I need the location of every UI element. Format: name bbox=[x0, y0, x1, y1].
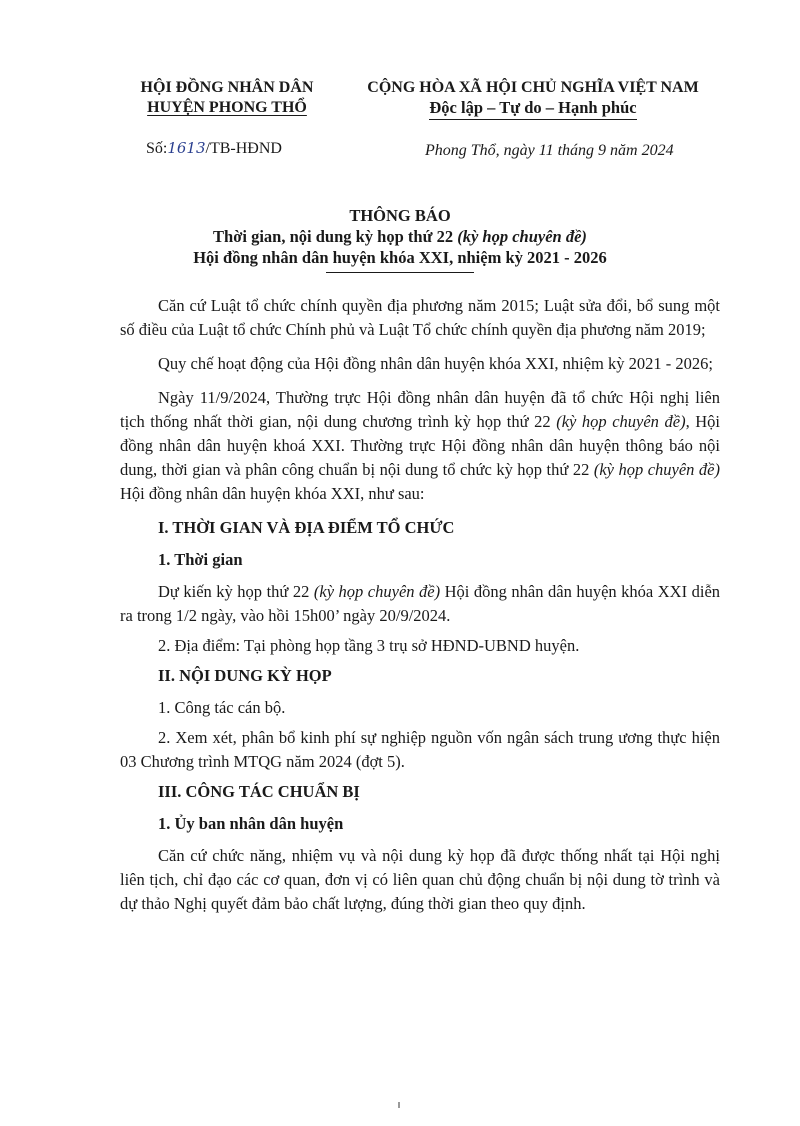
intro-text-c: , Hội đồng nhân dân huyện khoá XXI. Thường trực Hội đồng nhân dân huyện thông báo nội dung, thời gian và phân công chuẩn bị nội dung tổ chức kỳ họp thứ 22 bbox=[120, 412, 720, 479]
subsection-heading-ubnd: 1. Ủy ban nhân dân huyện bbox=[158, 814, 344, 833]
intro-italic-b: (kỳ họp chuyên đề) bbox=[556, 412, 686, 431]
title-divider bbox=[326, 272, 474, 273]
agenda-item-1: 1. Công tác cán bộ. bbox=[158, 698, 286, 717]
doc-no-suffix: /TB-HĐND bbox=[205, 140, 282, 157]
national-heading bbox=[346, 78, 720, 120]
intro-text-a: Ngày 11/9/2024, Thường trực Hội đồng nhân dân huyện đã tổ chức Hội nghị liên tịch thống nhất thời gian, nội dung chương trình kỳ họp thứ 22 bbox=[120, 388, 720, 431]
paragraph-time bbox=[120, 580, 720, 628]
document-number bbox=[146, 139, 282, 158]
title-main: THÔNG BÁO bbox=[349, 206, 451, 225]
paragraph-legal-basis-2: Quy chế hoạt động của Hội đồng nhân dân huyện khóa XXI, nhiệm kỳ 2021 - 2026; bbox=[158, 354, 713, 373]
document-title bbox=[100, 205, 700, 268]
agency-line-1: HỘI ĐỒNG NHÂN DÂN bbox=[140, 79, 314, 96]
issuing-agency bbox=[118, 78, 336, 118]
doc-no-handwritten: 1613 bbox=[167, 139, 206, 157]
time-italic-b: (kỳ họp chuyên đề) bbox=[313, 582, 441, 601]
intro-text-e: Hội đồng nhân dân huyện khóa XXI, như sau: bbox=[120, 484, 425, 503]
document-body bbox=[120, 294, 720, 926]
paragraph-location: 2. Địa điểm: Tại phòng họp tầng 3 trụ sở HĐND-UBND huyện. bbox=[158, 636, 580, 655]
agency-line-2: HUYỆN PHONG THỔ bbox=[147, 99, 307, 116]
place-and-date: Phong Thổ, ngày 11 tháng 9 năm 2024 bbox=[425, 142, 674, 159]
section-heading-2: II. NỘI DUNG KỲ HỌP bbox=[158, 666, 332, 685]
time-text-c: Hội đồng nhân dân huyện khóa XXI diễn ra trong 1/2 ngày, vào hồi 15h00’ ngày 20/9/2024. bbox=[120, 582, 721, 625]
title-line-3: Hội đồng nhân dân huyện khóa XXI, nhiệm kỳ 2021 - 2026 bbox=[193, 248, 607, 267]
scan-mark bbox=[398, 1102, 400, 1108]
national-motto: Độc lập – Tự do – Hạnh phúc bbox=[429, 98, 636, 120]
section-heading-3: III. CÔNG TÁC CHUẨN BỊ bbox=[158, 782, 360, 801]
title-line-2-italic: (kỳ họp chuyên đề) bbox=[457, 227, 587, 246]
section-heading-1: I. THỜI GIAN VÀ ĐỊA ĐIỂM TỔ CHỨC bbox=[158, 518, 455, 537]
subsection-heading-time: 1. Thời gian bbox=[158, 550, 243, 569]
intro-italic-d: (kỳ họp chuyên đề) bbox=[593, 460, 720, 479]
paragraph-legal-basis-1: Căn cứ Luật tổ chức chính quyền địa phương năm 2015; Luật sửa đổi, bổ sung một số điều của Luật tổ chức Chính phủ và Luật Tổ chức chính quyền địa phương năm 2019; bbox=[120, 296, 720, 339]
country-name: CỘNG HÒA XÃ HỘI CHỦ NGHĨA VIỆT NAM bbox=[367, 79, 699, 96]
title-line-2-text: Thời gian, nội dung kỳ họp thứ 22 bbox=[213, 227, 458, 246]
title-line-2 bbox=[100, 226, 700, 247]
paragraph-intro bbox=[120, 386, 720, 506]
time-text-a: Dự kiến kỳ họp thứ 22 bbox=[158, 582, 314, 601]
doc-no-prefix: Số: bbox=[146, 140, 168, 157]
paragraph-ubnd: Căn cứ chức năng, nhiệm vụ và nội dung kỳ họp đã được thống nhất tại Hội nghị liên tịch, chỉ đạo các cơ quan, đơn vị có liên quan chủ động chuẩn bị nội dung tờ trình và dự thảo Nghị quyết đảm bảo chất lượng, đúng thời gian theo quy định. bbox=[120, 846, 720, 913]
agenda-item-2: 2. Xem xét, phân bổ kinh phí sự nghiệp nguồn vốn ngân sách trung ương thực hiện 03 Chương trình MTQG năm 2024 (đợt 5). bbox=[120, 728, 720, 771]
